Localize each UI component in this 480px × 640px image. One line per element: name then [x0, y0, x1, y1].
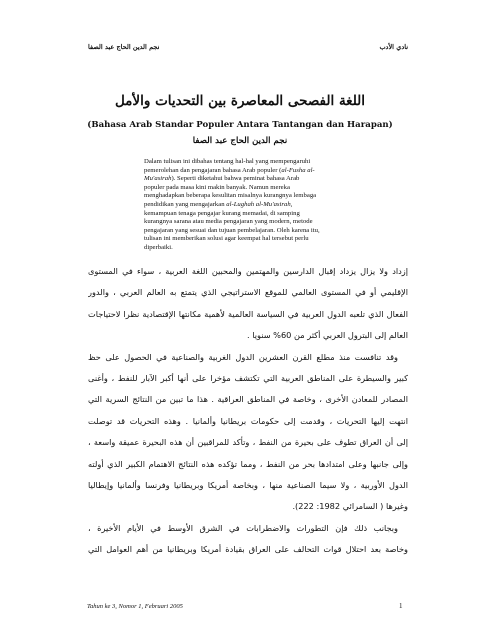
body-line: وإلى جانبها وعلى امتدادها بحر من النفط ، ومما تؤكده هذه النتائج الاهتمام الكبير الذي أولته	[88, 458, 408, 469]
abstract-line	[144, 175, 390, 184]
abstract-term: al-Lughah al-Mu'asirah,	[226, 200, 293, 208]
body-line: إلى أن العراق تطوف على بحيرة من النفط ، وتأكد للمراقبين أن هذه البحيرة عميقة واسعة ،	[88, 437, 408, 448]
running-header-journal: نادي الأدب	[379, 43, 408, 51]
abstract-text: pemerolehan dan pengajaran bahasa Arab populer (	[144, 166, 282, 174]
abstract-term: Mu'asirah	[144, 175, 172, 183]
body-line: الفعال الذي تلعبه الدول العربية في السياسة العالمية لأهمية مكانتها الإقتصادية نظرا لاحتياجات	[88, 308, 408, 319]
abstract-term: al-Fusha al-	[281, 166, 315, 174]
footer-issue-info: Tahun ke 3, Nomor 1, Februari 2005	[87, 603, 183, 610]
body-line: وقد تنافست منذ مطلع القرن العشرين الدول الغربية والصناعية في الحصول على حظ	[88, 351, 398, 362]
article-subtitle: (Bahasa Arab Standar Populer Antara Tantangan dan Harapan)	[87, 120, 393, 130]
body-line: العالم إلى البترول العربي أكثر من 60% سنويا .	[247, 330, 408, 341]
abstract-line: populer pada masa kini makin banyak. Namun mereka	[144, 183, 290, 191]
abstract-line: tulisan ini memberikan solusi agar keempat hal tersebut perlu	[144, 235, 309, 243]
body-text	[88, 261, 408, 560]
abstract-line: menghadapkan beberapa kesulitan misalnya kurangnya lembaga	[144, 192, 317, 200]
abstract-line: diperbaiki.	[144, 243, 173, 251]
running-header-author: نجم الدين الحاج عبد الصفا	[88, 43, 160, 51]
abstract-line: kemampuan tenaga pengajar kurang memadai, di samping	[144, 209, 300, 217]
abstract-line: kurangnya sarana atau media pengajaran yang modern, metode	[144, 218, 313, 226]
abstract-text: ). Seperti diketahui bahwa peminat bahasa Arab	[171, 175, 300, 183]
body-line: كبير والسيطرة على المناطق العربية التي تكتشف مؤخرا على أنها أكبر الآبار للنفط ، وأغنى	[88, 372, 408, 383]
body-line: وغيرها ( السامرائي 1982: 222).	[292, 501, 408, 512]
abstract-line	[144, 201, 390, 210]
abstract-line: Dalam tulisan ini dibahas tentang hal-hal yang mempengaruhi	[144, 158, 311, 165]
body-line: وخاصة بعد احتلال قوات التحالف على العراق بقيادة أمريكا وبريطانيا من أهم العوامل التي	[88, 544, 408, 555]
article-author: نجم الدين الحاج عبد الصفا	[192, 136, 288, 146]
abstract-line	[144, 167, 390, 176]
abstract-line: pengajaran yang sesuai dan tujuan pembelajaran. Oleh karena itu,	[144, 226, 320, 234]
abstract-text: pendidikan yang mengajarkan	[144, 200, 225, 208]
body-line: إزداد ولا يزال يزداد إقبال الدارسين والمهتمين والمحبين اللغة العربية ، سواء في المستوى	[88, 266, 408, 276]
article-title: اللغة الفصحى المعاصرة بين التحديات والأمل	[114, 93, 366, 109]
abstract	[144, 158, 390, 253]
body-line: المصادر للمعادن الأخرى ، وخاصة في المناطق العراقية . هذا ما تبين من النتائج السرية التي	[88, 394, 408, 405]
body-line: انتهت إليها التحريات ، وقدمت إلى حكومات بريطانيا وألمانيا . وهذه التحريات قد توصلت	[88, 415, 408, 426]
body-line: الدول الأوربية ، ولا سيما الصناعية منها ، وبخاصة أمريكا وبريطانيا وفرنسا وألمانيا وإيطاليا	[88, 479, 408, 490]
body-line: وبجانب ذلك فإن التطورات والاضطرابات في الشرق الأوسط في الأيام الأخيرة ،	[88, 522, 398, 533]
page-number: 1	[399, 602, 403, 610]
body-line: الإقليمي أو في المستوى العالمي للموقع الاستراتيجي الذي يتمتع به العالم العربي ، والدور	[88, 287, 408, 298]
